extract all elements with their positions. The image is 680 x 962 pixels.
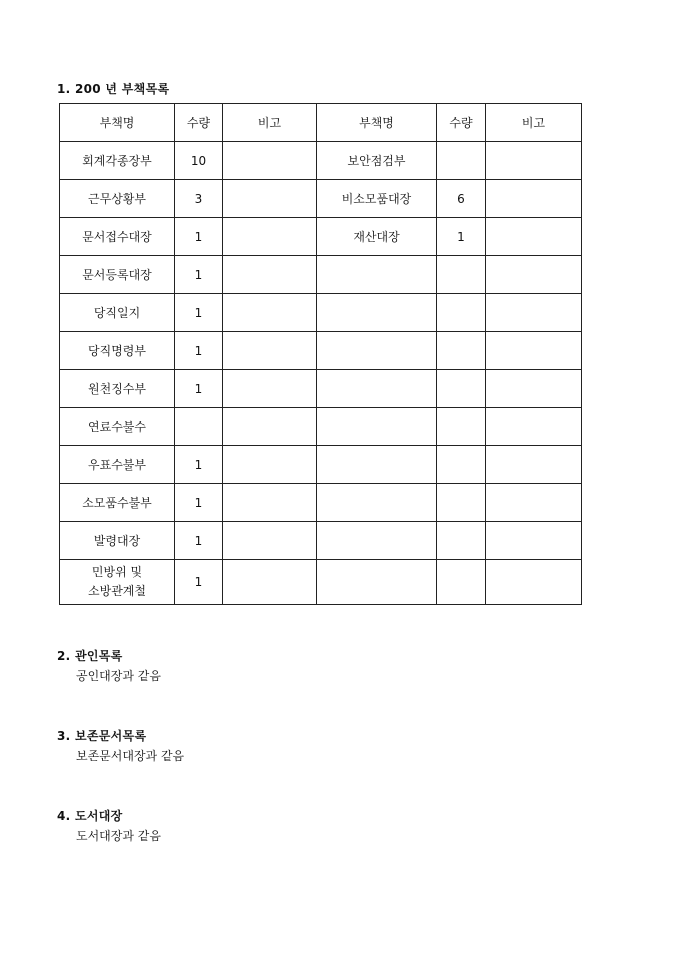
table-cell: 비소모품대장 <box>317 180 437 218</box>
table-row <box>60 522 582 560</box>
table-cell <box>486 218 582 256</box>
table-cell <box>223 522 317 560</box>
table-row <box>60 408 582 446</box>
table-cell <box>317 522 437 560</box>
section-2-body: 공인대장과 같음 <box>76 669 161 683</box>
table-row <box>60 370 582 408</box>
table-row <box>60 446 582 484</box>
table-cell <box>486 294 582 332</box>
table-cell: 1 <box>175 370 223 408</box>
table-cell: 원천징수부 <box>60 370 175 408</box>
table-cell: 1 <box>175 218 223 256</box>
table-cell <box>486 332 582 370</box>
table-cell: 1 <box>175 256 223 294</box>
table-cell <box>317 294 437 332</box>
table-cell <box>437 522 486 560</box>
table-cell: 1 <box>175 522 223 560</box>
section-1-title: 1. 200 년 부책목록 <box>57 82 170 96</box>
table-cell <box>223 408 317 446</box>
table-cell <box>223 370 317 408</box>
table-cell: 문서접수대장 <box>60 218 175 256</box>
table-cell <box>486 522 582 560</box>
table-cell <box>223 332 317 370</box>
table-row <box>60 332 582 370</box>
table-row <box>60 218 582 256</box>
table-cell <box>437 560 486 605</box>
header-cell: 부책명 <box>317 104 437 142</box>
table-cell <box>486 142 582 180</box>
table-cell <box>486 484 582 522</box>
table-cell <box>223 180 317 218</box>
table-cell: 민방위 및 소방관계철 <box>60 560 175 605</box>
section-4-title: 4. 도서대장 <box>57 809 123 823</box>
table-cell <box>223 446 317 484</box>
table-cell <box>223 256 317 294</box>
table-cell: 10 <box>175 142 223 180</box>
table-cell: 재산대장 <box>317 218 437 256</box>
table-row <box>60 180 582 218</box>
table-cell <box>223 294 317 332</box>
table-cell <box>223 142 317 180</box>
table-cell <box>486 370 582 408</box>
table-cell: 1 <box>175 332 223 370</box>
table-cell: 소모품수불부 <box>60 484 175 522</box>
table-cell <box>437 332 486 370</box>
section-3-title: 3. 보존문서목록 <box>57 729 147 743</box>
table-cell <box>175 408 223 446</box>
table-header-row <box>60 104 582 142</box>
table-cell: 당직명령부 <box>60 332 175 370</box>
table-cell <box>223 218 317 256</box>
table-cell <box>437 294 486 332</box>
table-cell: 6 <box>437 180 486 218</box>
table-cell <box>437 256 486 294</box>
table-cell <box>317 446 437 484</box>
table-cell: 1 <box>175 560 223 605</box>
table-cell: 3 <box>175 180 223 218</box>
table-cell: 1 <box>437 218 486 256</box>
table-row <box>60 484 582 522</box>
table-cell <box>223 484 317 522</box>
table-row <box>60 256 582 294</box>
register-list-table <box>59 103 582 605</box>
table-row <box>60 560 582 605</box>
table-cell <box>437 370 486 408</box>
table-cell <box>437 408 486 446</box>
header-cell: 부책명 <box>60 104 175 142</box>
table-cell <box>317 408 437 446</box>
table-cell: 연료수불수 <box>60 408 175 446</box>
table-cell: 근무상황부 <box>60 180 175 218</box>
table-cell <box>486 256 582 294</box>
table-cell <box>486 408 582 446</box>
table-cell <box>486 180 582 218</box>
section-3-body: 보존문서대장과 같음 <box>76 749 185 763</box>
table-cell: 우표수불부 <box>60 446 175 484</box>
header-cell: 비고 <box>223 104 317 142</box>
table-cell: 발령대장 <box>60 522 175 560</box>
header-cell: 비고 <box>486 104 582 142</box>
table-cell <box>317 560 437 605</box>
table-cell <box>223 560 317 605</box>
table-cell: 문서등록대장 <box>60 256 175 294</box>
table-cell <box>486 560 582 605</box>
table-cell: 회계각종장부 <box>60 142 175 180</box>
table-cell <box>317 256 437 294</box>
table-cell: 1 <box>175 446 223 484</box>
table-body <box>60 142 582 605</box>
table-cell <box>437 142 486 180</box>
table-cell: 1 <box>175 294 223 332</box>
table-cell: 1 <box>175 484 223 522</box>
table-cell <box>437 484 486 522</box>
table-row <box>60 142 582 180</box>
table-cell <box>486 446 582 484</box>
header-cell: 수량 <box>437 104 486 142</box>
table-cell <box>317 370 437 408</box>
table-cell <box>317 484 437 522</box>
table-row <box>60 294 582 332</box>
table-cell <box>317 332 437 370</box>
table-cell: 당직일지 <box>60 294 175 332</box>
table-cell <box>437 446 486 484</box>
header-cell: 수량 <box>175 104 223 142</box>
table-cell: 보안점검부 <box>317 142 437 180</box>
section-4-body: 도서대장과 같음 <box>76 829 161 843</box>
section-2-title: 2. 관인목록 <box>57 649 123 663</box>
